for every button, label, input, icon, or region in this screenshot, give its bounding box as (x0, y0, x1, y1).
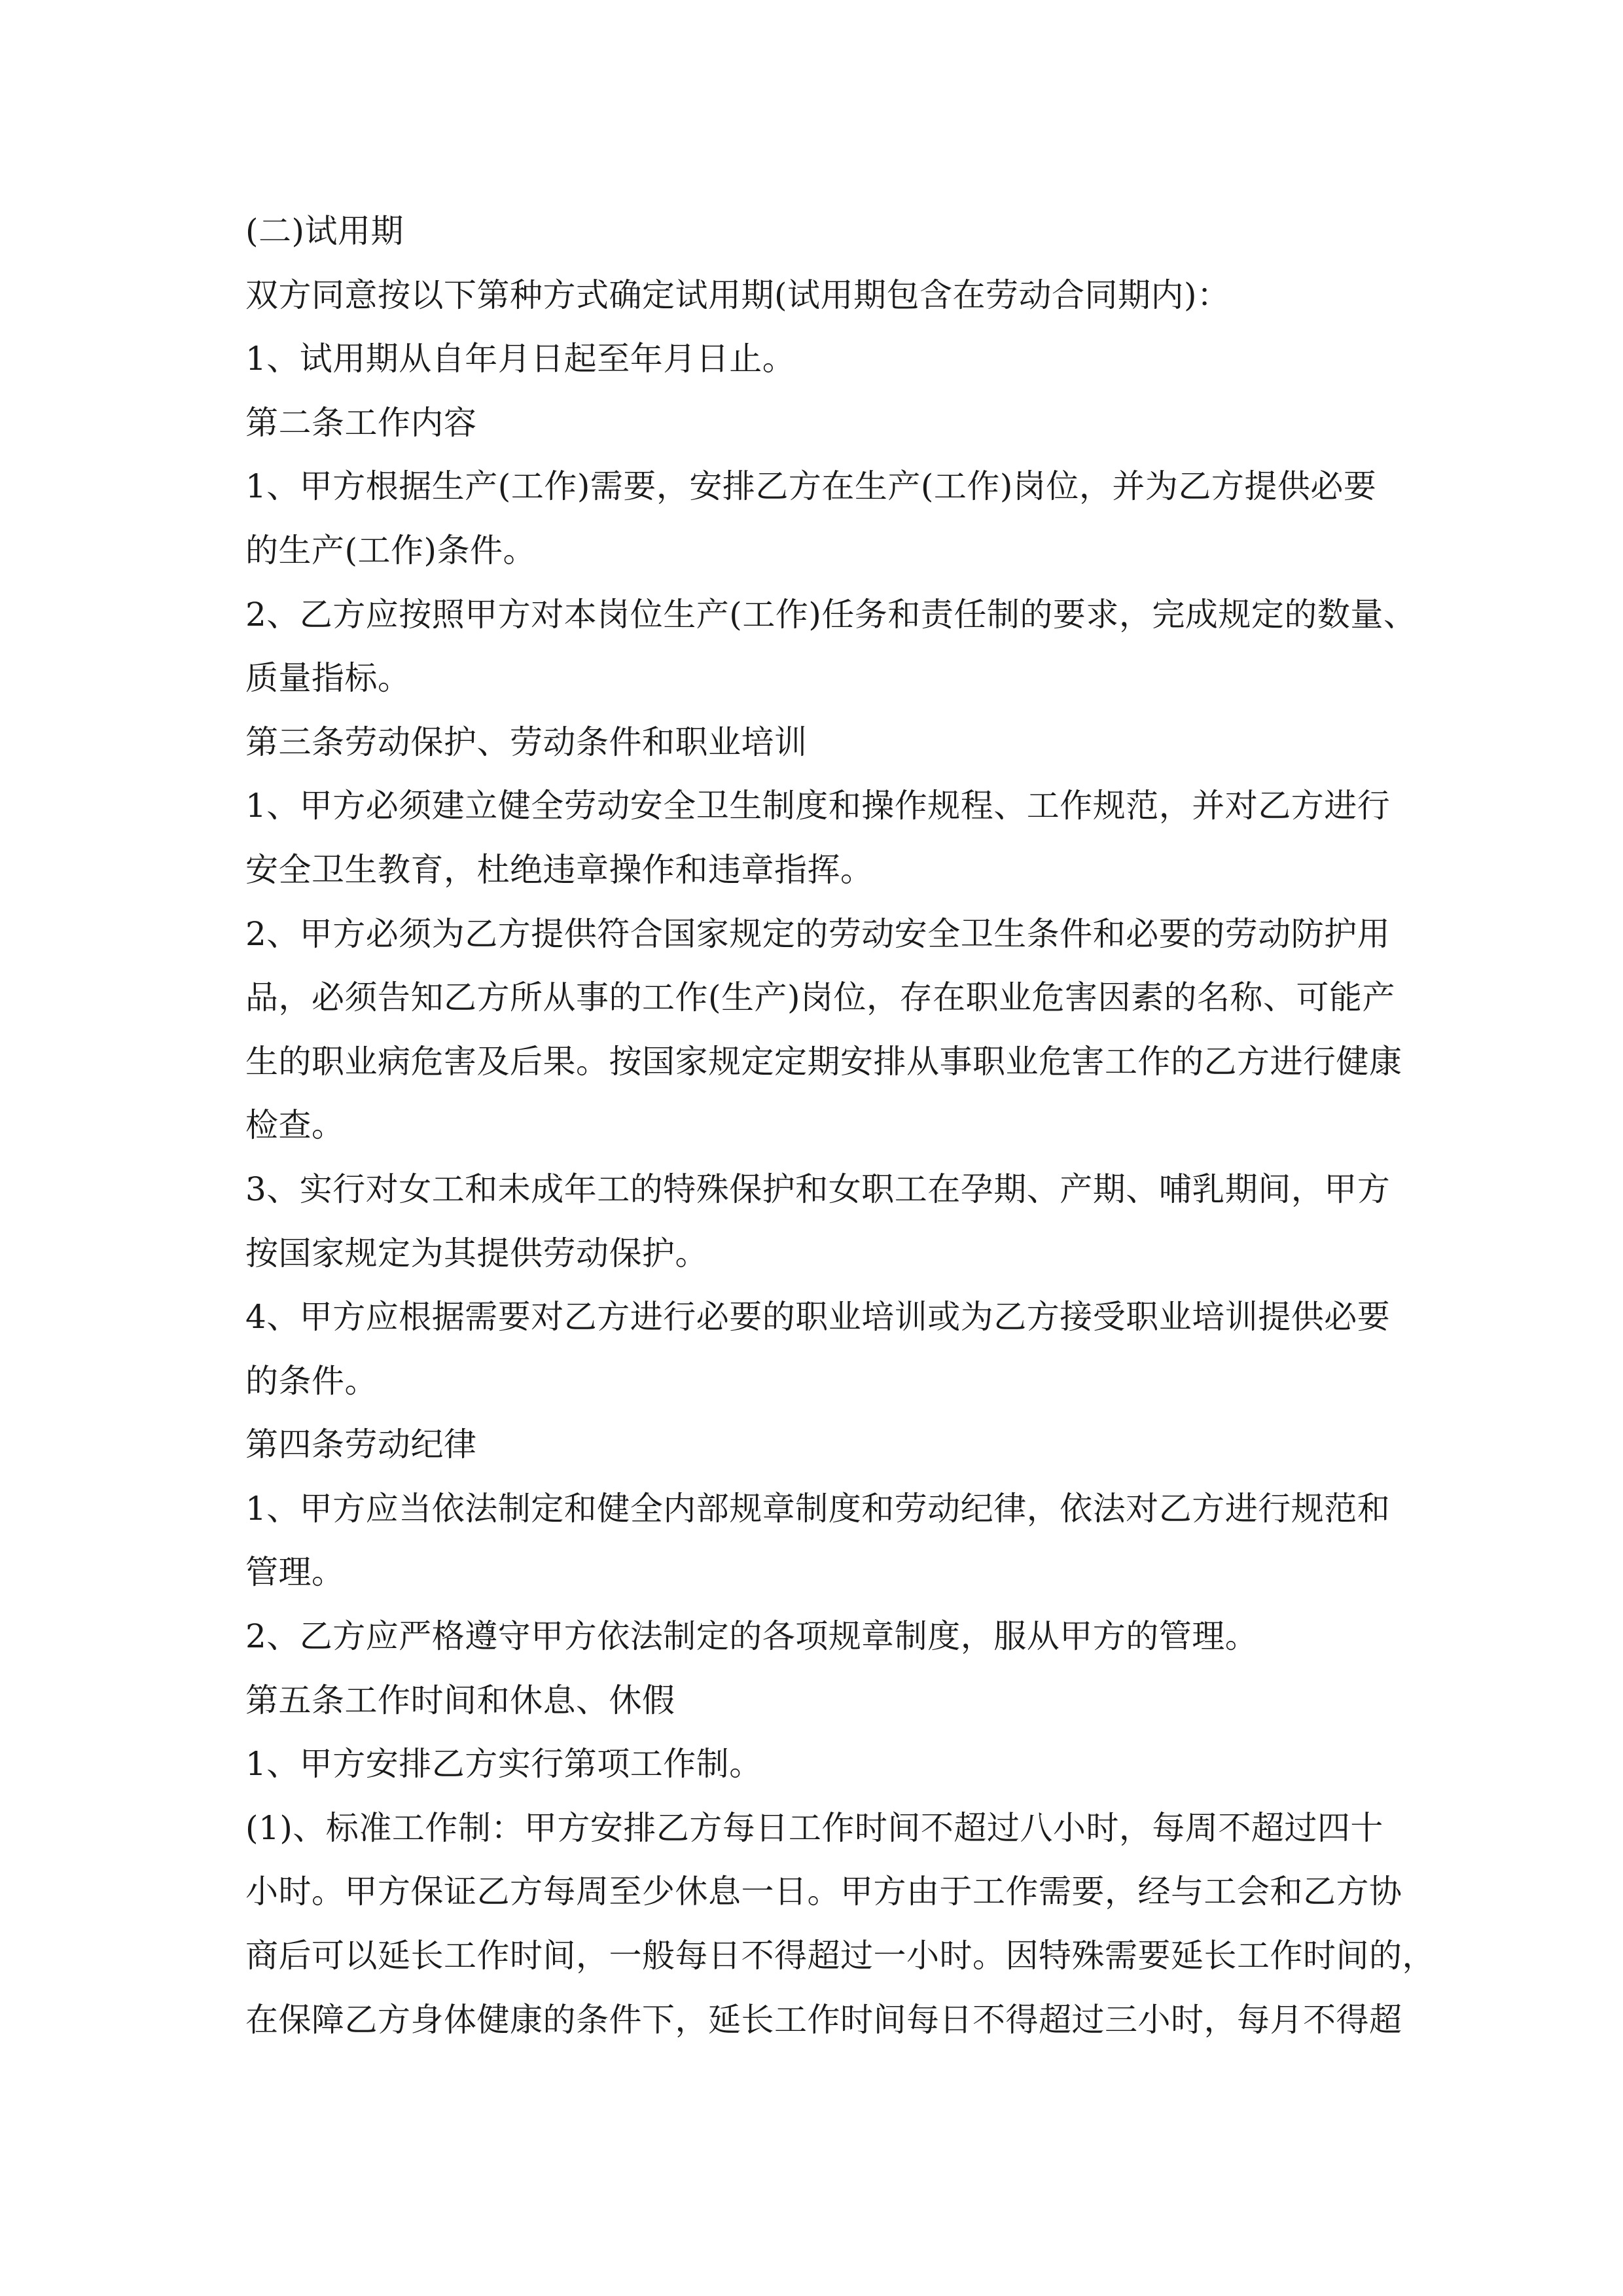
paragraph-line: 按国家规定为其提供劳动保护。 (245, 1234, 708, 1272)
article-heading-labor-discipline: 第四条劳动纪律 (245, 1426, 477, 1464)
paragraph-line: 品，必须告知乙方所从事的工作(生产)岗位，存在职业危害因素的名称、可能产 (245, 978, 1396, 1017)
paragraph-line: 管理。 (245, 1553, 345, 1592)
paragraph-line: 的生产(工作)条件。 (245, 531, 537, 569)
paragraph-line: 2、乙方应严格遵守甲方依法制定的各项规章制度，服从甲方的管理。 (245, 1617, 1258, 1656)
paragraph-line: 双方同意按以下第种方式确定试用期(试用期包含在劳动合同期内)： (245, 276, 1230, 314)
paragraph-line: 3、实行对女工和未成年工的特殊保护和女职工在孕期、产期、哺乳期间，甲方 (245, 1170, 1391, 1208)
document-body (245, 200, 1435, 2052)
paragraph-line: 4、甲方应根据需要对乙方进行必要的职业培训或为乙方接受职业培训提供必要 (245, 1298, 1391, 1336)
section-heading-probation: (二)试用期 (245, 212, 404, 250)
paragraph-line: 2、乙方应按照甲方对本岗位生产(工作)任务和责任制的要求，完成规定的数量、 (245, 595, 1417, 634)
paragraph-line: 1、试用期从自年月日起至年月日止。 (245, 340, 796, 378)
paragraph-line: 1、甲方根据生产(工作)需要，安排乙方在生产(工作)岗位，并为乙方提供必要 (245, 467, 1377, 506)
paragraph-line: 的条件。 (245, 1361, 378, 1400)
paragraph-line: 质量指标。 (245, 659, 411, 698)
paragraph-line: 2、甲方必须为乙方提供符合国家规定的劳动安全卫生条件和必要的劳动防护用 (245, 914, 1391, 953)
article-heading-work-content: 第二条工作内容 (245, 403, 477, 442)
article-heading-working-hours: 第五条工作时间和休息、休假 (245, 1681, 675, 1719)
paragraph-line: 在保障乙方身体健康的条件下，延长工作时间每日不得超过三小时，每月不得超 (245, 2000, 1402, 2039)
paragraph-line: 小时。甲方保证乙方每周至少休息一日。甲方由于工作需要，经与工会和乙方协 (245, 1873, 1402, 1911)
paragraph-line: 商后可以延长工作时间，一般每日不得超过一小时。因特殊需要延长工作时间的， (245, 1937, 1435, 1975)
paragraph-line: (1)、标准工作制：甲方安排乙方每日工作时间不超过八小时，每周不超过四十 (245, 1808, 1383, 1847)
paragraph-line: 检查。 (245, 1106, 345, 1145)
paragraph-line: 1、甲方应当依法制定和健全内部规章制度和劳动纪律，依法对乙方进行规范和 (245, 1489, 1391, 1528)
paragraph-line: 生的职业病危害及后果。按国家规定定期安排从事职业危害工作的乙方进行健康 (245, 1042, 1402, 1081)
article-heading-labor-protection: 第三条劳动保护、劳动条件和职业培训 (245, 723, 808, 761)
paragraph-line: 1、甲方安排乙方实行第项工作制。 (245, 1745, 762, 1784)
paragraph-line: 1、甲方必须建立健全劳动安全卫生制度和操作规程、工作规范，并对乙方进行 (245, 787, 1391, 825)
paragraph-line: 安全卫生教育，杜绝违章操作和违章指挥。 (245, 850, 874, 889)
